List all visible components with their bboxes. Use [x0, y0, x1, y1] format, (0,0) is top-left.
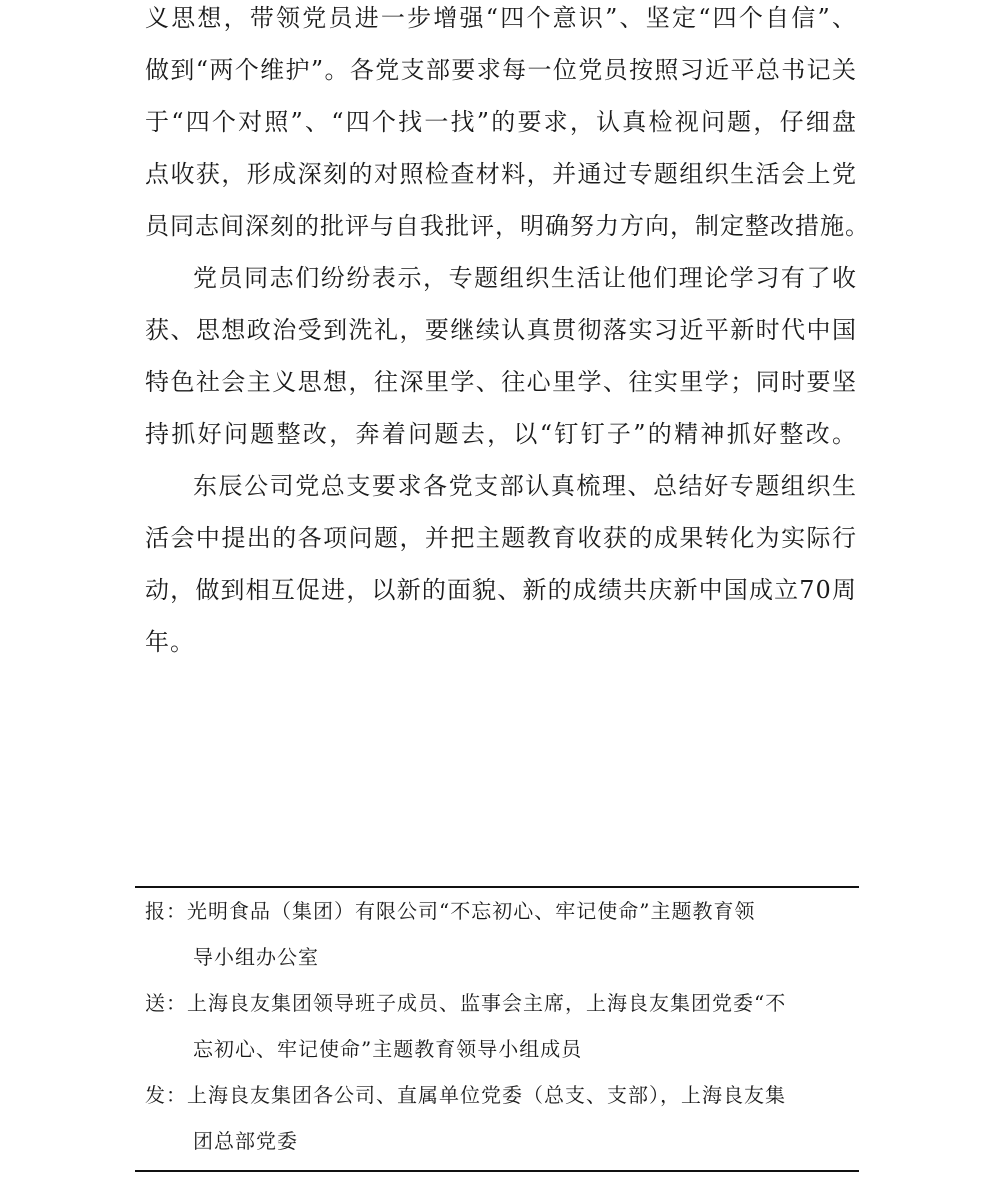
- paragraph-line: 做到“两个维护”。各党支部要求每一位党员按照习近平总书记关: [145, 56, 857, 84]
- paragraph-line: 点收获，形成深刻的对照检查材料，并通过专题组织生活会上党: [145, 160, 857, 188]
- report-to-entry: [135, 888, 859, 980]
- body-text: [145, 0, 870, 668]
- distribution-list: [135, 886, 859, 1172]
- paragraph-line: 获、思想政治受到洗礼，要继续认真贯彻落实习近平新时代中国: [145, 316, 857, 344]
- send-to-text-continued: 忘初心、牢记使命”主题教育领导小组成员: [193, 1037, 583, 1061]
- send-to-label: 送：: [145, 991, 187, 1015]
- report-to-text: 光明食品（集团）有限公司“不忘初心、牢记使命”主题教育领: [187, 899, 756, 923]
- paragraph-line: 特色社会主义思想，往深里学、往心里学、往实里学；同时要坚: [145, 368, 857, 396]
- paragraph-line: 动，做到相互促进，以新的面貌、新的成绩共庆新中国成立70周: [145, 576, 857, 604]
- paragraph-line: 东辰公司党总支要求各党支部认真梳理、总结好专题组织生: [193, 472, 857, 500]
- issue-to-entry: [135, 1072, 859, 1164]
- issue-to-text-continued: 团总部党委: [193, 1129, 298, 1153]
- send-to-text: 上海良友集团领导班子成员、监事会主席，上海良友集团党委“不: [187, 991, 787, 1015]
- paragraph-line: 员同志间深刻的批评与自我批评，明确努力方向，制定整改措施。: [145, 212, 870, 240]
- paragraph-line: 年。: [145, 628, 195, 656]
- issue-to-label: 发：: [145, 1083, 187, 1107]
- send-to-entry: [135, 980, 859, 1072]
- paragraph-line: 于“四个对照”、“四个找一找”的要求，认真检视问题，仔细盘: [145, 108, 857, 136]
- issue-to-text: 上海良友集团各公司、直属单位党委（总支、支部），上海良友集: [187, 1083, 786, 1107]
- paragraph-line: 持抓好问题整改，奔着问题去，以“钉钉子”的精神抓好整改。: [145, 420, 857, 448]
- report-to-text-continued: 导小组办公室: [193, 945, 319, 969]
- paragraph-line: 义思想，带领党员进一步增强“四个意识”、坚定“四个自信”、: [145, 4, 857, 32]
- paragraph-line: 活会中提出的各项问题，并把主题教育收获的成果转化为实际行: [145, 524, 857, 552]
- paragraph-line: 党员同志们纷纷表示，专题组织生活让他们理论学习有了收: [193, 264, 857, 292]
- report-to-label: 报：: [145, 899, 187, 923]
